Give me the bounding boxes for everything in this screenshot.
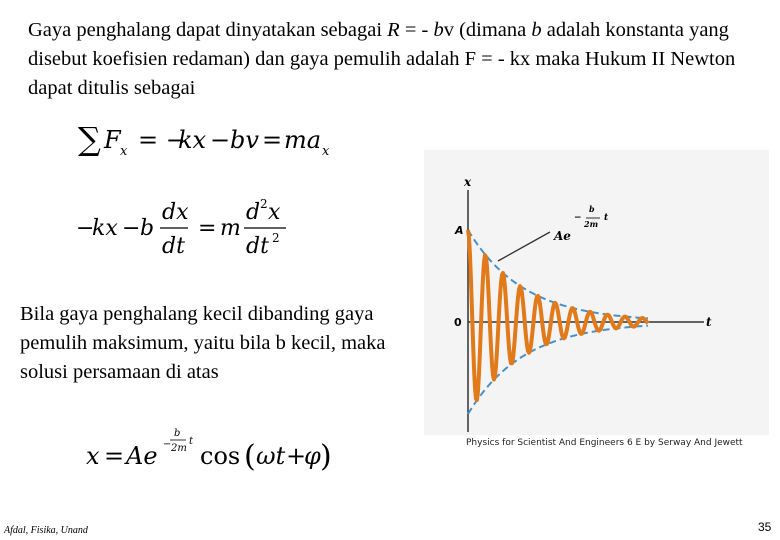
intro-text-1: Gaya penghalang dapat dinyatakan sebagai — [28, 19, 388, 41]
envelope-t-label: t — [604, 213, 609, 223]
page-number: 35 — [758, 520, 772, 534]
svg-text:kx: kx — [92, 216, 118, 241]
zero-label: 0 — [454, 316, 462, 329]
axis-t-label: t — [706, 315, 712, 329]
svg-text:x: x — [86, 442, 100, 470]
svg-text:−: − — [163, 439, 172, 450]
image-credit: Physics for Scientist And Engineers 6 E by Serway And Jewett — [466, 438, 743, 448]
symbol-R: R — [387, 19, 400, 41]
svg-text:=: = — [198, 216, 217, 241]
amplitude-label: A — [455, 224, 464, 237]
svg-text:∑: ∑ — [78, 120, 101, 158]
equation-differential-svg — [76, 195, 296, 265]
envelope-Ae-label: Ae — [554, 229, 571, 243]
svg-text:b: b — [140, 216, 155, 241]
svg-text:b: b — [174, 428, 181, 439]
svg-text:m: m — [220, 216, 241, 241]
svg-text:2m: 2m — [171, 443, 187, 454]
svg-text:−: − — [122, 216, 141, 241]
svg-text:x: x — [120, 144, 128, 159]
svg-text:x: x — [322, 144, 330, 159]
svg-text:φ: φ — [304, 442, 321, 470]
envelope-b-label: b — [589, 204, 595, 214]
svg-text:d: d — [246, 200, 261, 225]
intro-text-3: v (dimana — [443, 19, 532, 41]
envelope-pointer — [498, 232, 550, 261]
svg-text:Ae: Ae — [126, 442, 158, 470]
svg-text:−: − — [210, 126, 231, 154]
svg-text:t: t — [189, 436, 194, 447]
svg-text:2: 2 — [272, 231, 280, 245]
damped-oscillation-graph — [424, 150, 769, 435]
equation-newton-sum-svg — [78, 118, 338, 160]
svg-text:bv: bv — [230, 126, 259, 154]
svg-text:dx: dx — [162, 200, 189, 225]
equation-solution-svg — [86, 422, 336, 474]
damped-oscillation-svg — [424, 150, 769, 435]
footer-author: Afdal, Fisika, Unand — [4, 525, 88, 536]
svg-text:ωt: ωt — [256, 442, 286, 470]
solution-paragraph: Bila gaya penghalang kecil dibanding gaya pemulih maksimum, yaitu bila b kecil, maka solusi persamaan di atas — [20, 303, 386, 383]
oscillation-curve — [468, 230, 648, 400]
intro-text-2: = - — [399, 19, 434, 41]
svg-text:dt: dt — [246, 234, 269, 259]
svg-text:dt: dt — [162, 234, 185, 259]
svg-text:ma: ma — [284, 126, 322, 154]
svg-text:): ) — [320, 439, 332, 474]
equation-differential — [76, 195, 296, 269]
svg-text:F: F — [104, 126, 121, 154]
envelope-minus: − — [574, 213, 582, 223]
svg-text:cos: cos — [200, 442, 241, 470]
intro-text-4: adalah konstanta yang disebut koefisien redaman) dan gaya pemulih adalah F = - kx maka Hukum II Newton dapat ditulis sebagai — [28, 19, 736, 99]
svg-text:(: ( — [244, 439, 256, 474]
svg-text:=: = — [104, 442, 125, 470]
equation-solution — [86, 422, 336, 478]
svg-text:2: 2 — [260, 197, 268, 211]
svg-text:=: = — [262, 126, 283, 154]
axis-x-label: x — [464, 175, 472, 189]
equation-newton-sum — [78, 118, 338, 167]
symbol-b-2: b — [531, 19, 542, 41]
svg-text:−: − — [76, 216, 95, 241]
svg-text:= −: = − — [138, 126, 186, 154]
svg-text:x: x — [268, 200, 281, 225]
svg-text:kx: kx — [178, 126, 207, 154]
intro-paragraph — [28, 16, 758, 103]
symbol-b: b — [433, 19, 444, 41]
svg-text:+: + — [286, 442, 307, 470]
envelope-2m-text: 2m — [584, 219, 599, 229]
